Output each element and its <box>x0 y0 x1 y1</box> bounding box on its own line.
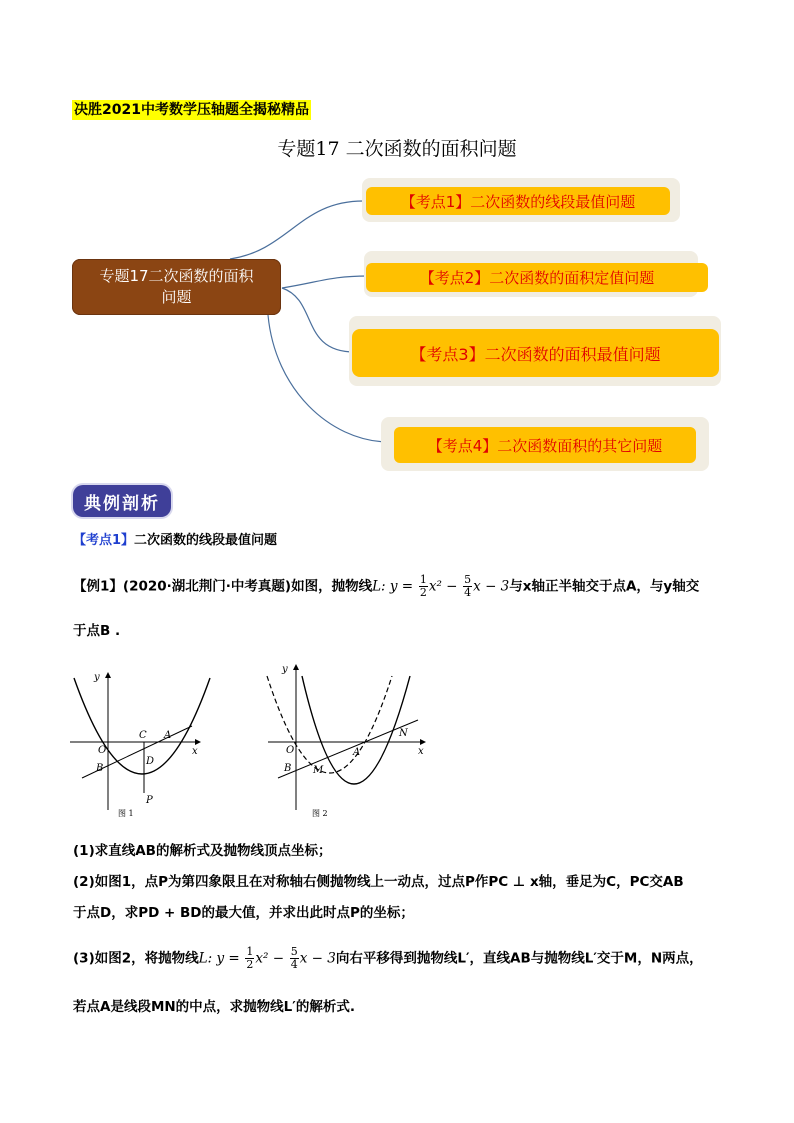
mindmap-root-line2: 问题 <box>161 288 192 306</box>
kaodian-text: 二次函数的线段最值问题 <box>134 533 278 548</box>
fig2-caption: 图 2 <box>312 809 328 818</box>
mindmap-node-3: 【考点3】二次函数的面积最值问题 <box>352 329 719 377</box>
example-after-eq: 与x轴正半轴交于点A，与y轴交 <box>509 578 700 595</box>
fig2-x-label: x <box>418 746 424 757</box>
figure-2 <box>267 664 426 818</box>
fig1-y-label: y <box>94 672 100 683</box>
mindmap-root <box>72 259 281 315</box>
fraction-1: $\frac{1}{2}$ <box>419 573 427 599</box>
q3-fraction-1: $\frac{1}{2}$ <box>246 945 254 971</box>
example-label: 【例1】 <box>73 578 123 595</box>
kaodian-heading <box>73 529 277 548</box>
eq-y: : y = <box>381 578 414 595</box>
question-2-line-2: 于点D，求PD + BD的最大值，并求出此时点P的坐标； <box>73 905 414 921</box>
fig1-a-label: A <box>164 730 172 741</box>
question-1: (1)求直线AB的解析式及抛物线顶点坐标； <box>73 843 332 859</box>
figure-1 <box>70 672 210 818</box>
kaodian-tag: 【考点1】 <box>73 533 135 548</box>
fig2-m-label: M <box>313 765 324 776</box>
fig2-o-label: O <box>286 745 295 756</box>
fig2-y-label: y <box>282 664 288 675</box>
example-intro: (2020·湖北荆门·中考真题)如图，抛物线 <box>122 578 373 595</box>
q3-eq-y: : y = <box>207 950 240 967</box>
connector-1 <box>230 201 365 259</box>
q3-fraction-2: $\frac{5}{4}$ <box>290 945 298 971</box>
example-line-2: 于点B . <box>73 623 121 639</box>
fig1-p-label: P <box>146 795 153 806</box>
question-3-line-1 <box>73 946 753 971</box>
fig1-x-label: x <box>192 746 198 757</box>
question-2-line-1: (2)如图1，点P为第四象限且在对称轴右侧抛物线上一动点，过点P作PC ⊥ x轴，垂足为C，PC交AB <box>73 874 684 890</box>
header-banner: 决胜2021中考数学压轴题全揭秘精品 <box>74 102 309 118</box>
mindmap-root-line1: 专题17二次函数的面积 <box>99 267 254 285</box>
q3-post: 向右平移得到抛物线L′，直线AB与抛物线L′交于M，N两点， <box>335 950 703 967</box>
q3-pre: (3)如图2，将抛物线 <box>73 950 199 967</box>
q3-curve-name: L <box>198 950 208 967</box>
connector-2 <box>282 276 368 288</box>
fig2-n-label: N <box>399 728 408 739</box>
fraction-2: $\frac{5}{4}$ <box>464 573 472 599</box>
fig1-o-label: O <box>98 745 107 756</box>
fig1-d-label: D <box>146 756 155 767</box>
fig1-b-label: B <box>96 763 104 774</box>
mindmap-node-4: 【考点4】二次函数面积的其它问题 <box>394 427 696 463</box>
fig2-a-label: A <box>353 747 361 758</box>
example-line-1 <box>73 574 733 599</box>
eq-x2: x² − <box>428 578 458 595</box>
fig1-c-label: C <box>139 730 147 741</box>
mindmap-node-2: 【考点2】二次函数的面积定值问题 <box>366 263 708 292</box>
curve-name: L <box>372 578 382 595</box>
fig2-b-label: B <box>284 763 292 774</box>
eq-tail: x − 3 <box>473 578 510 595</box>
connector-3 <box>282 288 355 352</box>
mindmap-node-1: 【考点1】二次函数的线段最值问题 <box>366 187 670 215</box>
q3-eq-x2: x² − <box>255 950 285 967</box>
q3-eq-tail: x − 3 <box>299 950 336 967</box>
section-badge: 典例剖析 <box>73 485 171 517</box>
page-title: 专题17 二次函数的面积问题 <box>277 138 517 160</box>
figures <box>60 660 440 820</box>
fig1-caption: 图 1 <box>118 809 134 818</box>
question-3-line-2: 若点A是线段MN的中点，求抛物线L′的解析式. <box>73 999 355 1015</box>
